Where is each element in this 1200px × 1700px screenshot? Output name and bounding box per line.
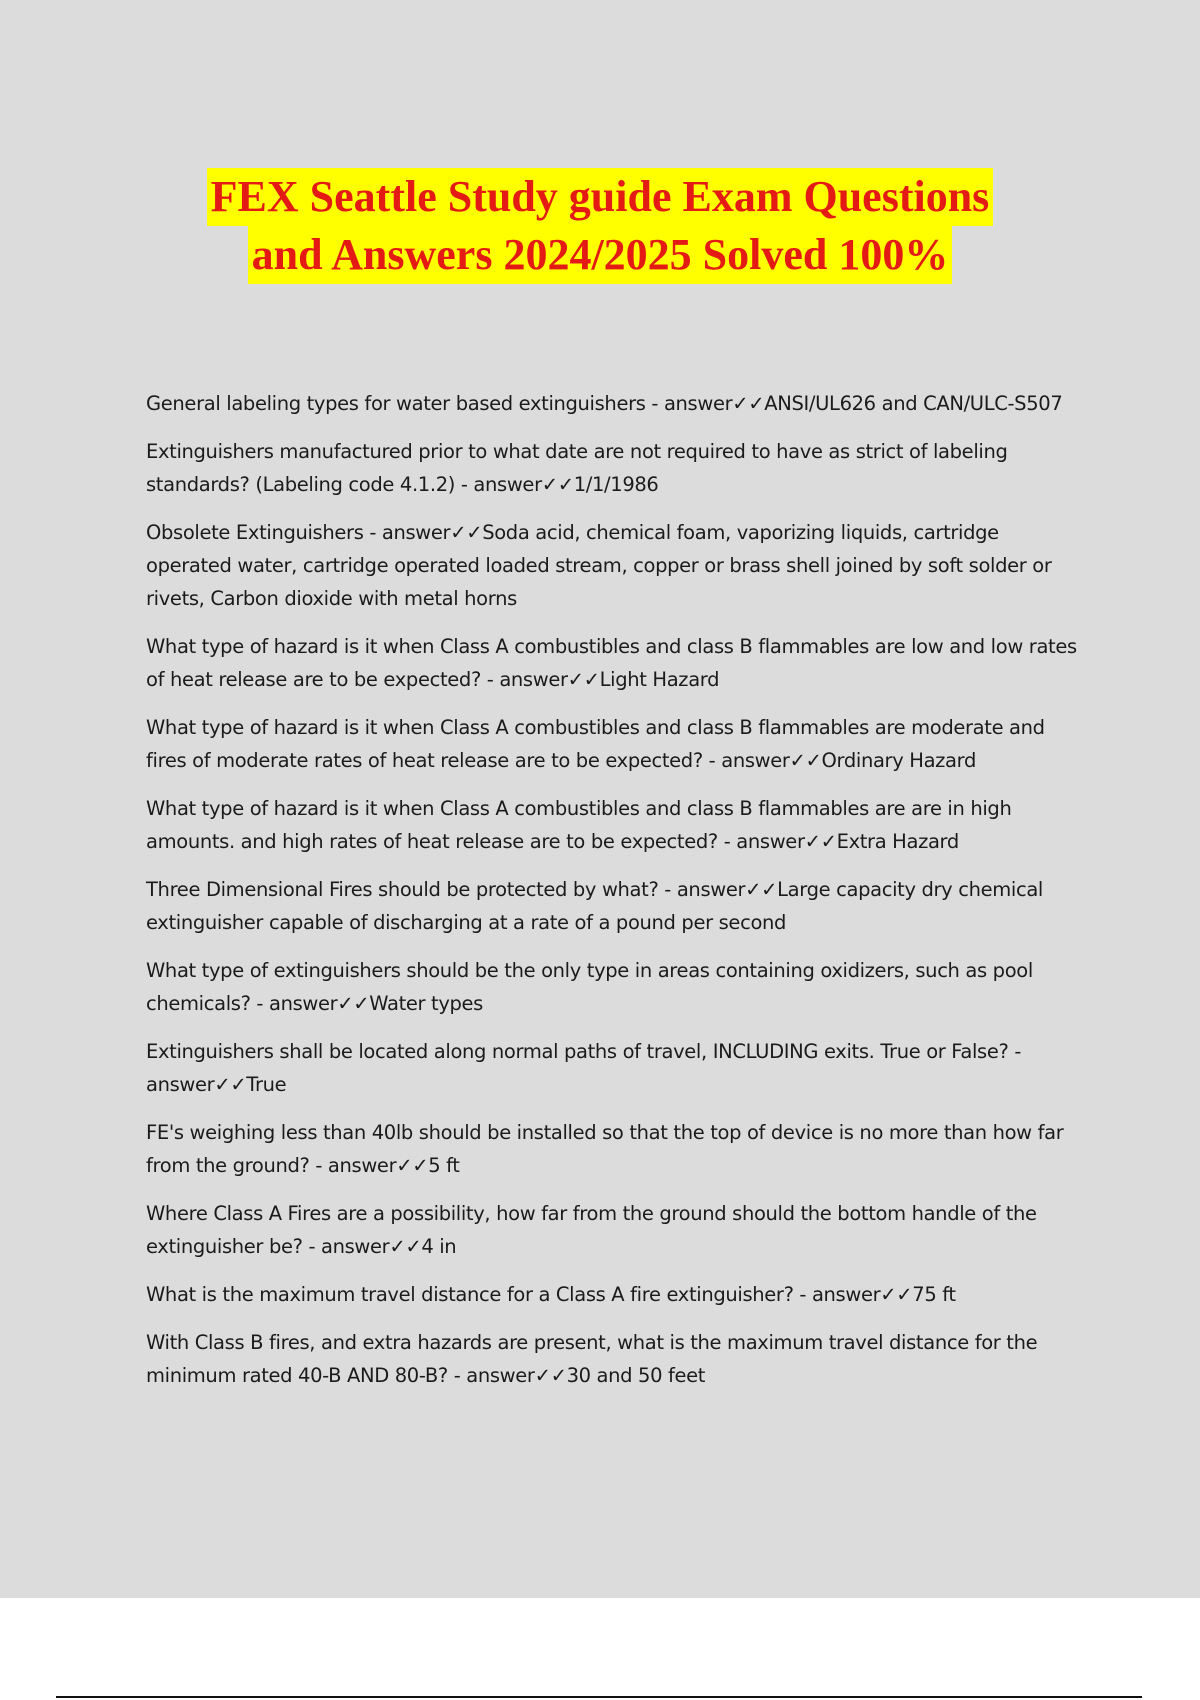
qa-item: What type of hazard is it when Class A combustibles and class B flammables are moderate and fires of moderate rates of heat release are to be expected? - answer✓✓Ordinary Hazard bbox=[146, 716, 1045, 772]
qa-item: General labeling types for water based extinguishers - answer✓✓ANSI/UL626 and CAN/ULC-S507 bbox=[146, 392, 1063, 415]
qa-item: What is the maximum travel distance for a Class A fire extinguisher? - answer✓✓75 ft bbox=[146, 1283, 956, 1306]
qa-item: Three Dimensional Fires should be protected by what? - answer✓✓Large capacity dry chemical extinguisher capable of discharging at a rate of a pound per second bbox=[146, 878, 1043, 934]
qa-item: Obsolete Extinguishers - answer✓✓Soda acid, chemical foam, vaporizing liquids, cartridge operated water, cartridge operated loaded stream, copper or brass shell joined by soft solder or rivets, Carbon dioxide with metal horns bbox=[146, 521, 1052, 610]
qa-item: Where Class A Fires are a possibility, how far from the ground should the bottom handle of the extinguisher be? - answer✓✓4 in bbox=[146, 1202, 1037, 1258]
qa-item: What type of hazard is it when Class A combustibles and class B flammables are are in high amounts. and high rates of heat release are to be expected? - answer✓✓Extra Hazard bbox=[146, 797, 1012, 853]
qa-item: Extinguishers manufactured prior to what date are not required to have as strict of labeling standards? (Labeling code 4.1.2) - answer✓✓1/1/1986 bbox=[146, 440, 1008, 496]
qa-list bbox=[146, 387, 1086, 1407]
title-line-1: FEX Seattle Study guide Exam Questions bbox=[207, 168, 994, 226]
qa-item: Extinguishers shall be located along normal paths of travel, INCLUDING exits. True or False? - answer✓✓True bbox=[146, 1040, 1022, 1096]
qa-item: FE's weighing less than 40lb should be installed so that the top of device is no more than how far from the ground? - answer✓✓5 ft bbox=[146, 1121, 1064, 1177]
qa-item: What type of extinguishers should be the only type in areas containing oxidizers, such as pool chemicals? - answer✓✓Water types bbox=[146, 959, 1033, 1015]
title-line-2: and Answers 2024/2025 Solved 100% bbox=[248, 226, 953, 284]
qa-item: What type of hazard is it when Class A combustibles and class B flammables are low and low rates of heat release are to be expected? - answer✓✓Light Hazard bbox=[146, 635, 1077, 691]
document-title bbox=[0, 168, 1200, 284]
footer-divider bbox=[56, 1696, 1142, 1698]
qa-item: With Class B fires, and extra hazards are present, what is the maximum travel distance for the minimum rated 40-B AND 80-B? - answer✓✓30 and 50 feet bbox=[146, 1331, 1038, 1387]
